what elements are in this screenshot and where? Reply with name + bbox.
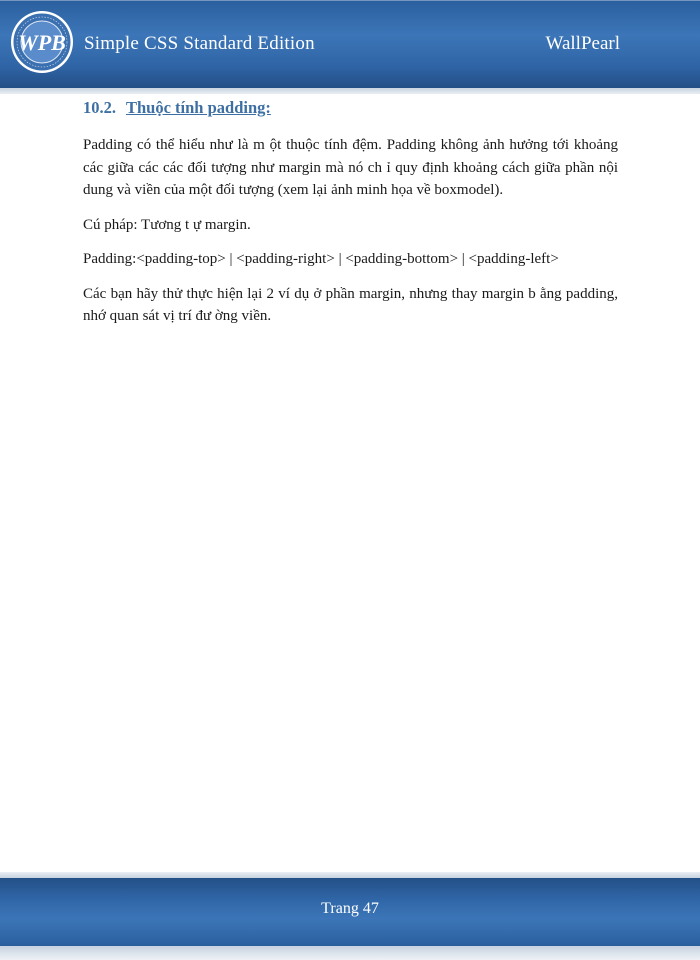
page-footer	[0, 878, 700, 946]
document-title: Simple CSS Standard Edition	[84, 33, 315, 54]
section-number: 10.2.	[83, 98, 116, 117]
wallpearl-seal-logo	[10, 10, 74, 74]
brand-name: WallPearl	[545, 33, 620, 54]
footer-edge	[0, 946, 700, 960]
paragraph-exercise: Các bạn hãy thử thực hiện lại 2 ví dụ ở phần margin, nhưng thay margin b ằng padding, nhớ quan sát vị trí đư ờng viền.	[83, 285, 618, 324]
page-header	[0, 0, 700, 88]
section-heading	[83, 98, 618, 118]
paragraph-definition: Padding có thể hiểu như là m ột thuộc tính đệm. Padding không ảnh hưởng tới khoảng các giữa các các đối tượng như margin mà nó ch ỉ quy định khoảng cách giữa phần nội dung và viền của một đối tượng (xem lại ảnh minh họa về boxmodel).	[83, 137, 618, 198]
paragraph-padding-format: Padding:<padding-top> | <padding-right> | <padding-bottom> | <padding-left>	[83, 251, 559, 267]
paragraph-syntax: Cú pháp: Tương t ự margin.	[83, 216, 251, 233]
header-divider	[0, 88, 700, 94]
page-number: Trang 47	[321, 900, 379, 917]
section-title: Thuộc tính padding:	[126, 98, 271, 117]
logo-letters: WPB	[18, 30, 66, 55]
page-content	[83, 98, 618, 340]
